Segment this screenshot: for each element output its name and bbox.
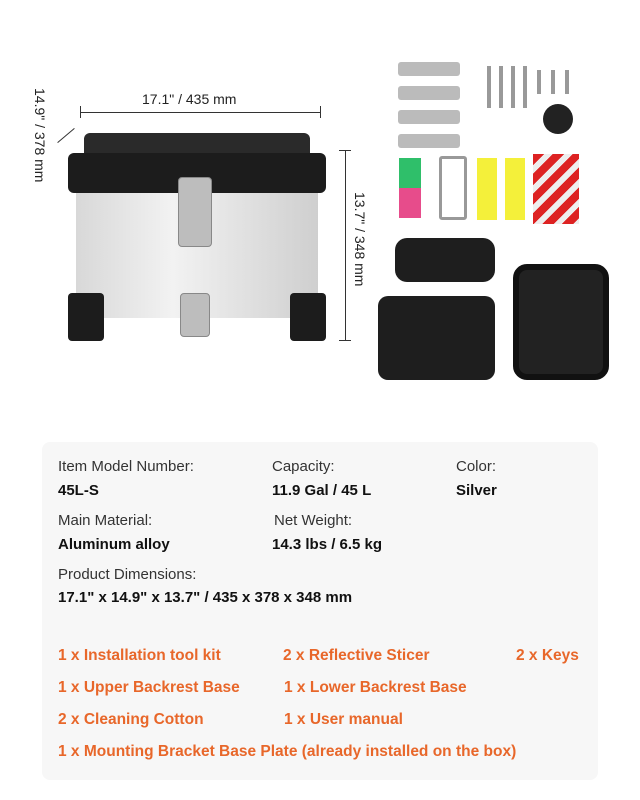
width-tick-right [320,106,321,118]
width-label: 17.1" / 435 mm [142,91,237,107]
dimensions-value: 17.1" x 14.9" x 13.7" / 435 x 378 x 348 mm [58,589,353,606]
accessories-image [395,58,615,388]
keys-icon [543,104,573,134]
mounting-plate-image [513,264,609,380]
included-item: 2 x Cleaning Cotton [58,711,204,728]
material-label: Main Material: [58,512,153,529]
color-value: Silver [456,482,497,499]
included-item: 2 x Keys [516,647,579,664]
model-label: Item Model Number: [58,458,194,475]
lower-backrest-image [378,296,495,380]
included-item: 1 x Mounting Bracket Base Plate (already installed on the box) [58,743,517,760]
capacity-label: Capacity: [272,458,335,475]
height-dimension-line [345,150,346,340]
upper-backrest-image [395,238,495,282]
weight-label: Net Weight: [274,512,353,529]
lock-latch-icon [178,177,212,247]
height-label: 13.7" / 348 mm [352,192,368,287]
dimensions-label: Product Dimensions: [58,566,197,583]
depth-label: 14.9" / 378 mm [32,88,48,183]
top-case-image [68,133,326,345]
weight-value: 14.3 lbs / 6.5 kg [272,536,383,553]
model-value: 45L-S [58,482,99,499]
lower-lock-icon [180,293,210,337]
capacity-value: 11.9 Gal / 45 L [272,482,372,499]
material-value: Aluminum alloy [58,536,170,553]
included-item: 2 x Reflective Sticer [283,647,430,664]
included-item: 1 x User manual [284,711,403,728]
width-tick-left [80,106,81,118]
included-item: 1 x Installation tool kit [58,647,221,664]
height-tick-bottom [339,340,351,341]
included-item: 1 x Upper Backrest Base [58,679,240,696]
width-dimension-line [80,112,320,113]
included-item: 1 x Lower Backrest Base [284,679,467,696]
color-label: Color: [456,458,497,475]
height-tick-top [339,150,351,151]
